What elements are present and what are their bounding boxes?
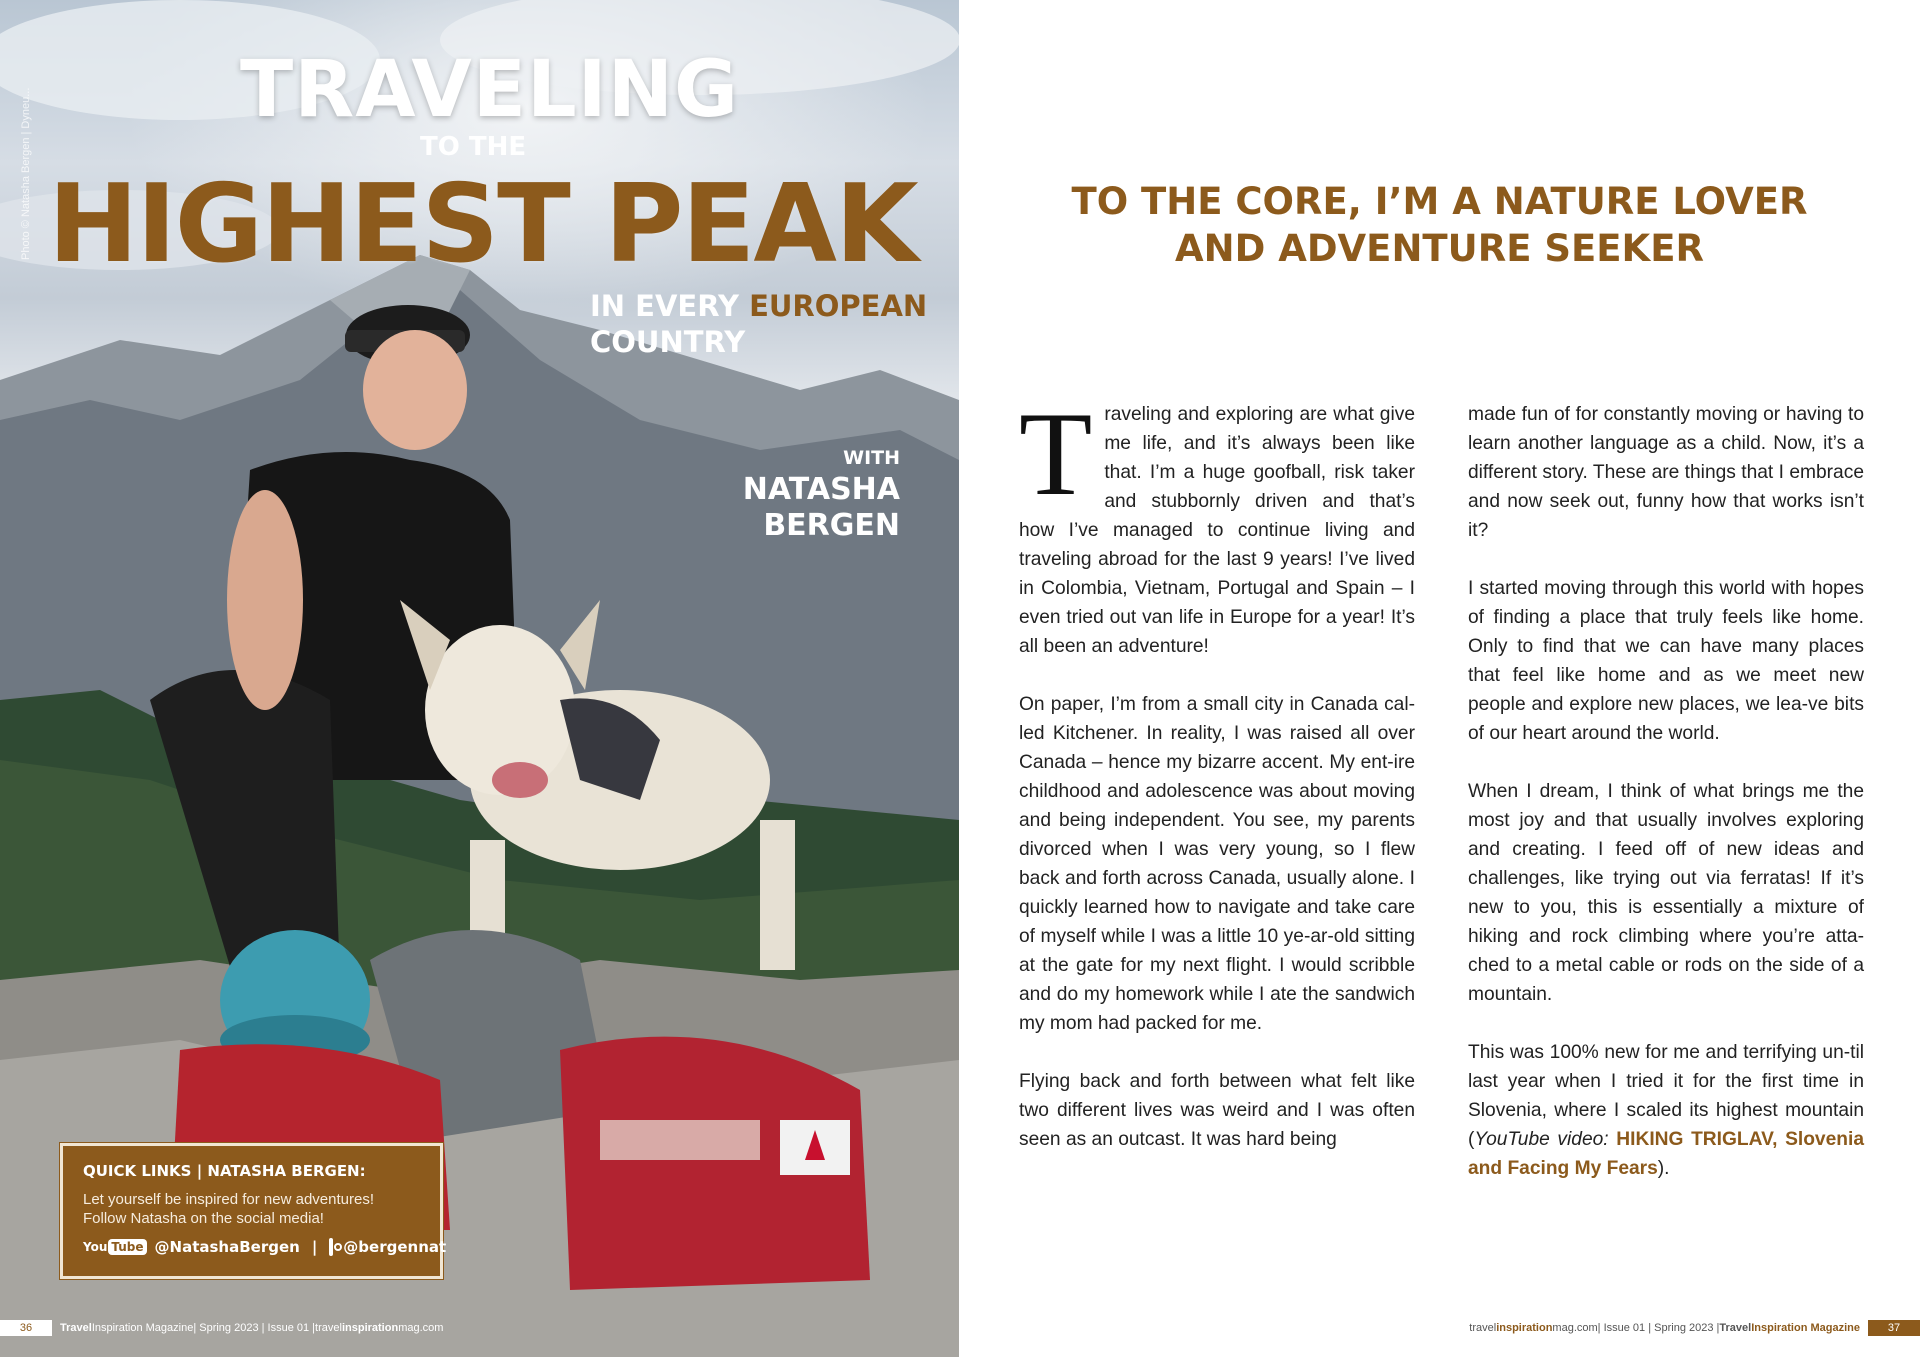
- social-separator: |: [311, 1238, 318, 1256]
- footer-issue-info: | Issue 01 | Spring 2023 |: [1597, 1322, 1720, 1334]
- paragraph: [1019, 387, 1415, 661]
- with-label: WITH: [843, 447, 900, 469]
- video-label: YouTube video:: [1474, 1129, 1617, 1150]
- article-column-2: [1468, 400, 1864, 1212]
- footer-magazine-part2: Inspiration Magazine: [1751, 1322, 1860, 1334]
- page-number-right: 37: [1868, 1320, 1920, 1336]
- title-traveling: TRAVELING: [239, 45, 739, 135]
- social-links: [83, 1238, 447, 1256]
- footer-left: [0, 1320, 443, 1336]
- instagram-handle-link[interactable]: @bergennat: [343, 1238, 447, 1256]
- footer-url-left[interactable]: [315, 1322, 443, 1334]
- url-part2: inspiration: [341, 1322, 399, 1334]
- url-part3: mag.com: [398, 1322, 444, 1334]
- col2-paragraph2: I started moving through this world with hopes of finding a place that truly feels like home. Only to find that we can have many places that feel like home and as we meet new people and explore new places, we lea-ve bits of our heart around the world.: [1468, 578, 1864, 744]
- quick-links-title: QUICK LINKS | NATASHA BERGEN:: [83, 1162, 366, 1180]
- article-headline: [959, 178, 1920, 272]
- youtube-video-link[interactable]: HIKING TRIGLAV, Slovenia and Facing My Fears: [1468, 1129, 1864, 1179]
- instagram-icon: [329, 1238, 333, 1256]
- youtube-icon: [83, 1239, 147, 1255]
- subtitle-line2: COUNTRY: [590, 325, 746, 359]
- subtitle-brown-part: EUROPEAN: [749, 289, 928, 323]
- footer-url-right[interactable]: [1469, 1322, 1597, 1334]
- col1-paragraph3: Flying back and forth between what felt like two different lives was weird and I was often seen as an outcast. It was hard being: [1019, 1071, 1415, 1150]
- footer-issue-info: | Spring 2023 | Issue 01 |: [193, 1322, 316, 1334]
- col1-paragraph1: raveling and exploring are what give me life, and it’s always been like that. I’m a huge goofball, risk taker and stubbornly driven and that’s how I’ve managed to continue living and traveling abroad for the last 9 years! I’ve lived in Colombia, Vietnam, Portugal and Spain – I even tried out van life in Europe for a year! It’s all been an adventure!: [1019, 404, 1415, 657]
- title-to-the: TO THE: [420, 132, 527, 162]
- left-page-photo: [0, 0, 959, 1357]
- col2-p4-start: This was 100% new for me and terrifying un-til last year when I tried it for the first time in Slovenia, where I scaled its highest mountain (: [1468, 1042, 1864, 1150]
- url-part1: travel: [1469, 1322, 1497, 1334]
- footer-magazine-part1: Travel: [60, 1322, 92, 1334]
- author-first-name: NATASHA: [742, 472, 900, 507]
- footer-magazine-part1: Travel: [1719, 1322, 1752, 1334]
- right-page-article: [959, 0, 1920, 1357]
- footer-magazine-part2: Inspiration Magazine: [91, 1322, 194, 1334]
- article-column-1: [1019, 387, 1415, 1183]
- footer-right: [1469, 1320, 1920, 1336]
- url-part3: mag.com: [1552, 1322, 1598, 1334]
- author-last-name: BERGEN: [763, 508, 900, 543]
- photo-credit: Photo © Natasha Bergen | Dyneu...: [20, 87, 32, 260]
- url-part2: inspiration: [1496, 1322, 1553, 1334]
- col2-paragraph3: When I dream, I think of what brings me the most joy and that usually involves exploring and creating. I feed off of new ideas and challenges, like trying out via ferratas! If it’s new to you, this is essentially a mixture of hiking and rock climbing where you’re atta-ched to a metal cable or rods on the side of a mountain.: [1468, 781, 1864, 1005]
- col2-paragraph4: [1468, 1038, 1864, 1183]
- subtitle-white-part: IN EVERY: [590, 289, 750, 323]
- col2-paragraph1: made fun of for constantly moving or having to learn another language as a child. Now, it’s a different story. These are things that I embrace and now seek out, funny how that works isn’t it?: [1468, 404, 1864, 541]
- title-highest-peak: HIGHEST PEAK: [48, 162, 917, 287]
- col2-p4-end: ).: [1657, 1158, 1670, 1179]
- headline-line1: TO THE CORE, I’M A NATURE LOVER: [1071, 180, 1808, 223]
- author-name: [640, 472, 900, 544]
- url-part1: travel: [315, 1322, 342, 1334]
- drop-cap: T: [1019, 387, 1093, 520]
- youtube-logo-tube: Tube: [108, 1239, 146, 1255]
- col1-paragraph2: On paper, I’m from a small city in Canada cal-led Kitchener. In reality, I was raised all over Canada – hence my bizarre accent. My ent-ire childhood and adolescence was about moving and being independent. You see, my parents divorced when I was very young, so I flew back and forth across Canada, usually alone. I quickly learned how to navigate and take care of myself while I was a little 10 ye-ar-old sitting at the gate for my next flight. I would scribble and do my homework while I ate the sandwich my mom had packed for me.: [1019, 694, 1415, 1034]
- youtube-logo-you: You: [83, 1240, 108, 1254]
- youtube-handle-link[interactable]: @NatashaBergen: [154, 1238, 300, 1256]
- quick-links-box: [60, 1143, 447, 1279]
- quick-links-text-line2: Follow Natasha on the social media!: [83, 1210, 324, 1227]
- page-number-left: 36: [0, 1320, 52, 1336]
- title-subtitle: [590, 288, 930, 360]
- quick-links-text-line1: Let yourself be inspired for new adventures!: [83, 1191, 374, 1208]
- headline-line2: AND ADVENTURE SEEKER: [1175, 227, 1704, 270]
